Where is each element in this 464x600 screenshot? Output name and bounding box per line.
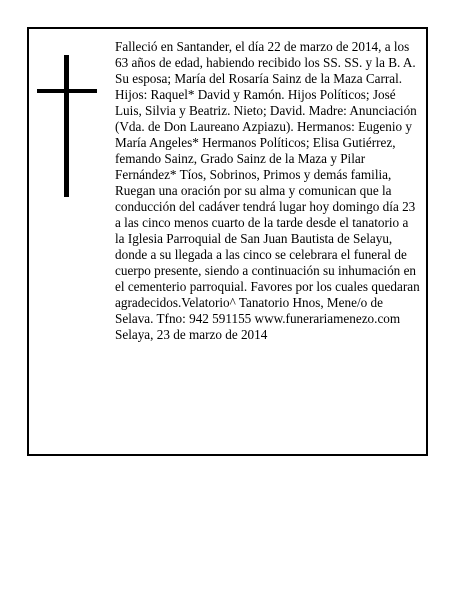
cross-vertical-bar [64, 55, 69, 197]
funeral-details-paragraph: Ruegan una oración por su alma y comunican que la conducción del cadáver tendrá lugar hoy domingo día 23 a las cinco menos cuarto de la tarde desde el tanatorio a la Iglesia Parroquial de San Juan Bautista de Selayu, donde a su llegada a las cinco se celebrara el funeral de cuerpo presente, siendo a continuación su inhumación en el cementerio parroquial. Favores por los cuales quedaran agradecidos.Velatorio^ Tanatorio Hnos, Mene/o de Selava. Tfno: 942 591155 www.funerariamenezo.com Selaya, 23 de marzo de 2014 [115, 183, 420, 342]
cross-horizontal-bar [37, 89, 97, 93]
death-announcement-paragraph: Falleció en Santander, el día 22 de marzo de 2014, a los 63 años de edad, habiendo recibido los SS. SS. y la B. A. [115, 39, 416, 70]
obituary-text [115, 39, 421, 343]
family-members-paragraph: Su esposa; María del Rosaría Sainz de la Maza Carral. Hijos: Raquel* David y Ramón. Hijos Políticos; José Luis, Silvia y Beatriz. Nieto; David. Madre: Anunciación (Vda. de Don Laureano Azpiazu). Hermanos: Eugenio y María Angeles* Hermanos Políticos; Elisa Gutiérrez, femando Sainz, Grado Sainz de la Maza y Pilar Fernández* Tíos, Sobrinos, Primos y demás familia, [115, 71, 417, 182]
cross-icon [37, 55, 97, 197]
